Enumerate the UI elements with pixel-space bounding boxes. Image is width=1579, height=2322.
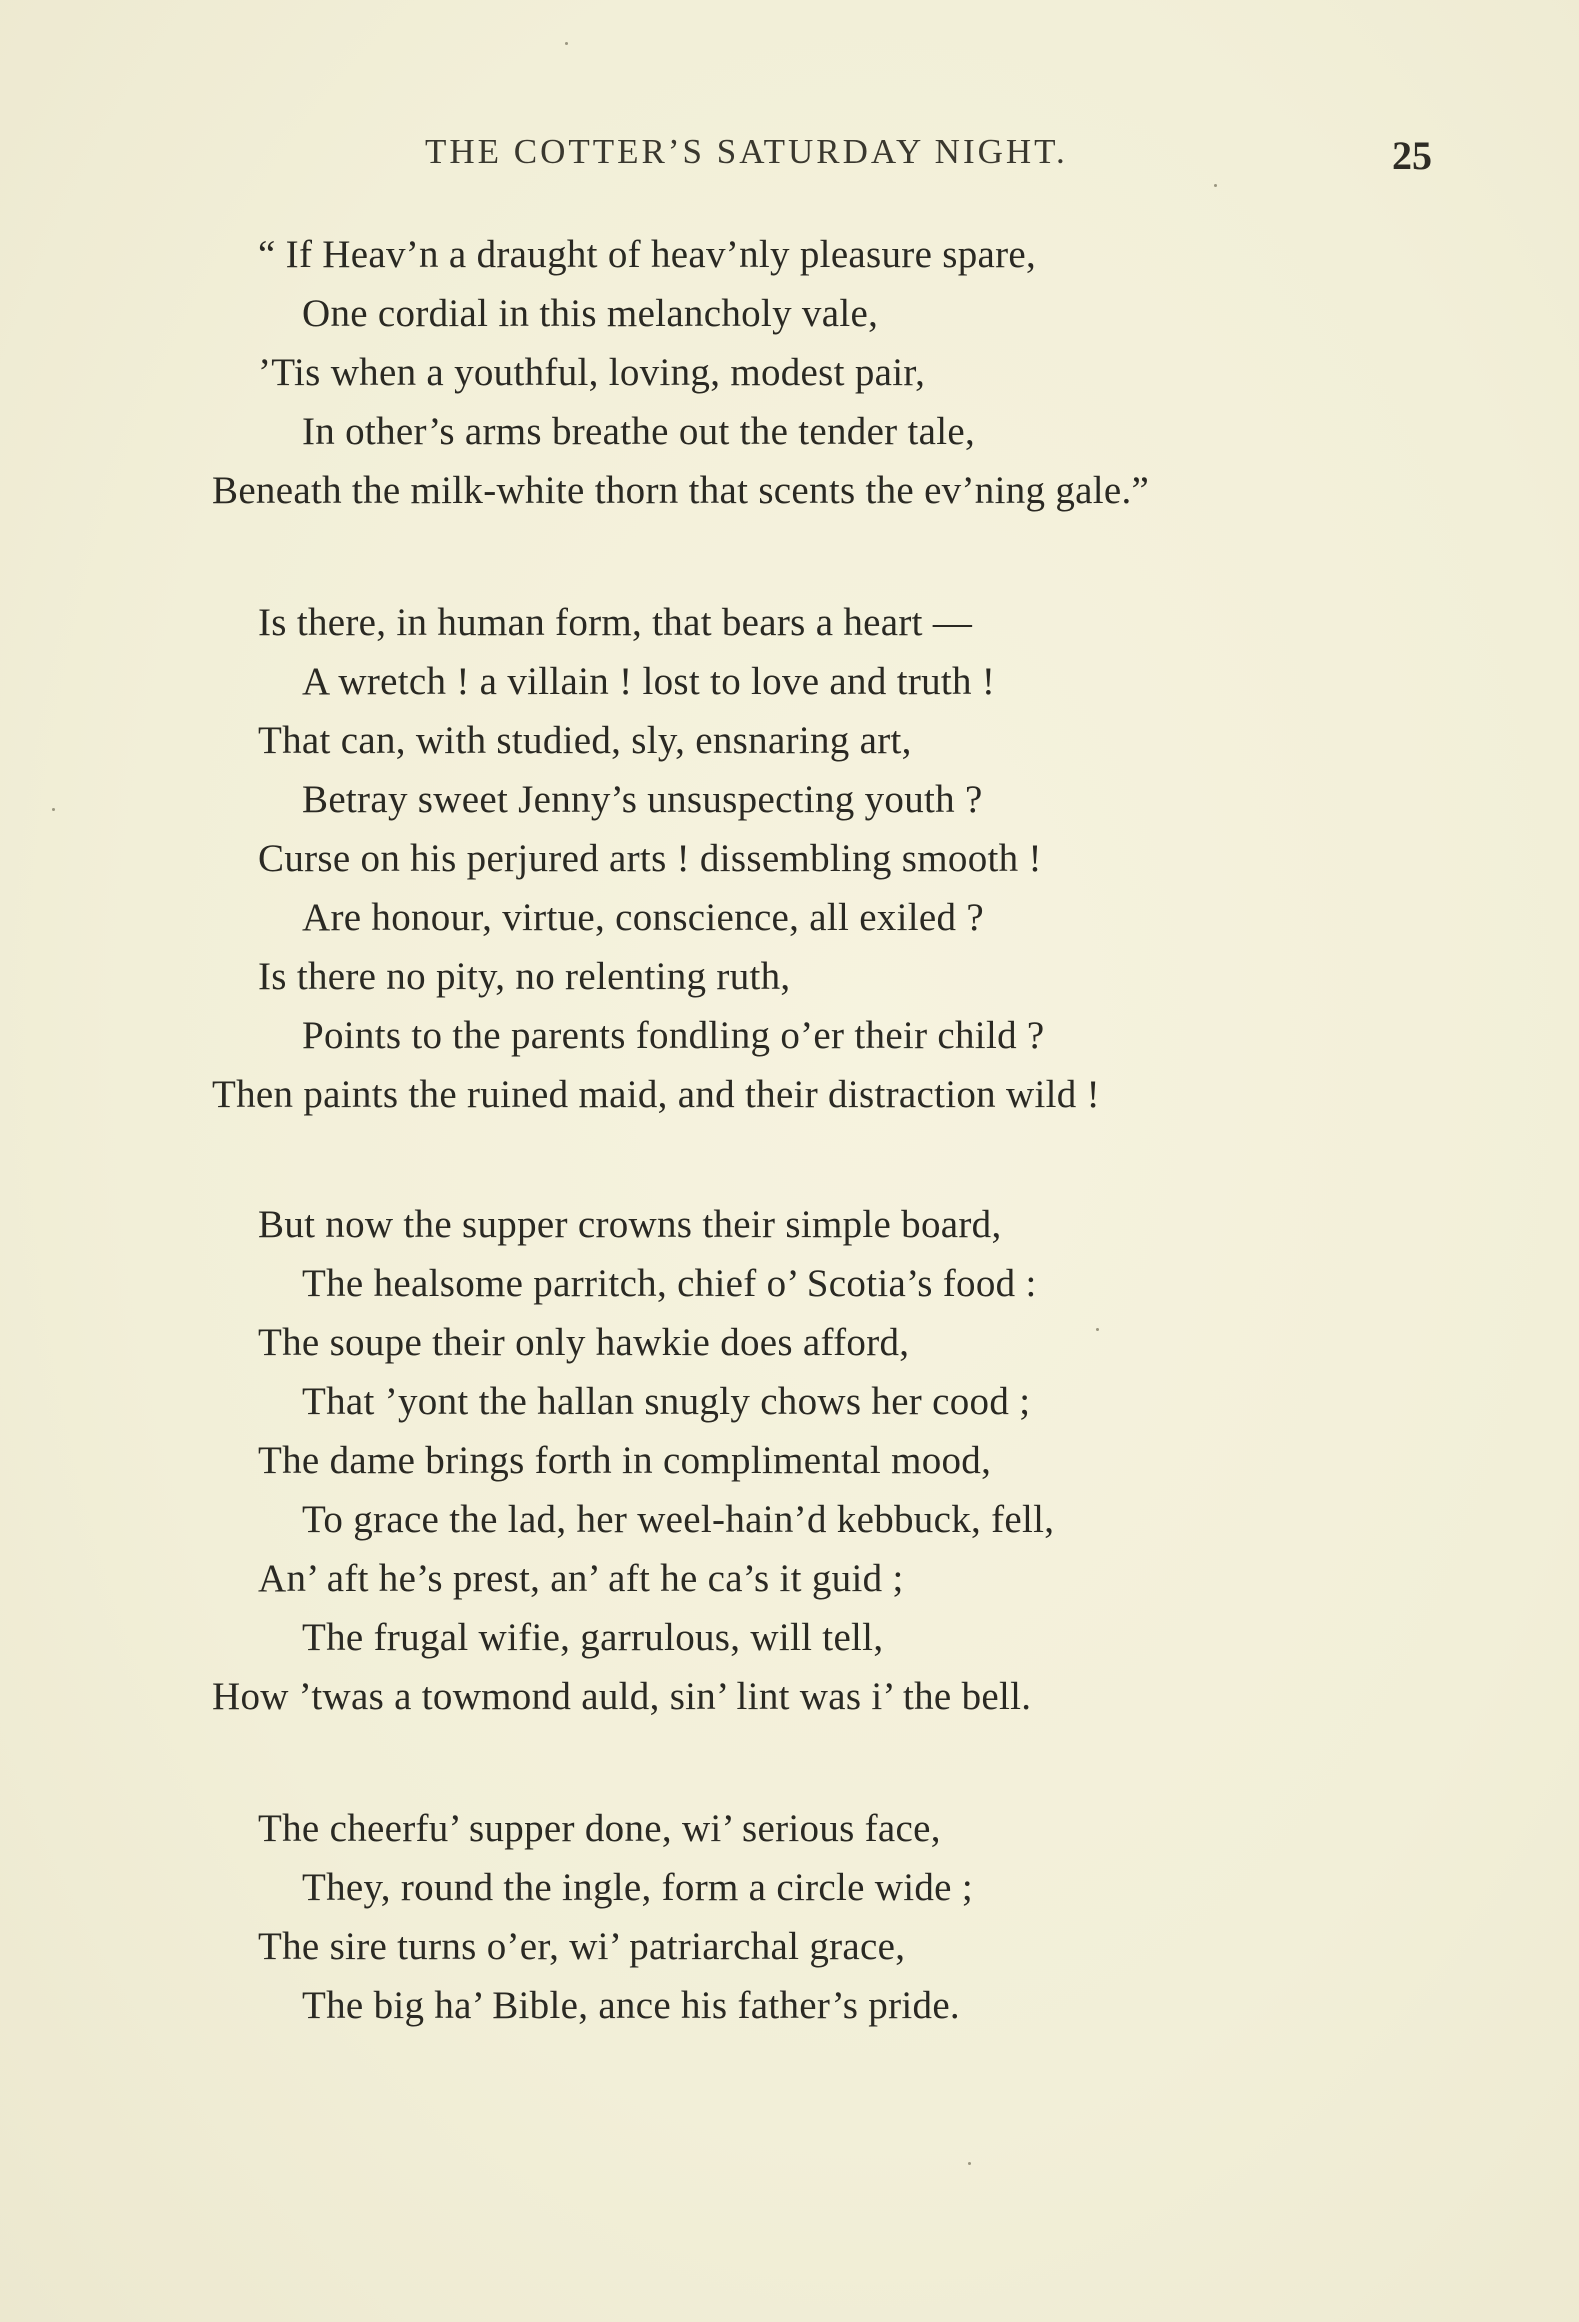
poem-line: Are honour, virtue, conscience, all exiled ? (302, 896, 984, 939)
paper-speck (52, 808, 55, 811)
poem-line: The healsome parritch, chief o’ Scotia’s food : (302, 1262, 1037, 1305)
poem-line: But now the supper crowns their simple board, (258, 1203, 1002, 1246)
poem-line: The cheerfu’ supper done, wi’ serious face, (258, 1807, 941, 1850)
running-head (0, 132, 1579, 182)
poem-line: One cordial in this melancholy vale, (302, 292, 879, 335)
poem-line: Is there no pity, no relenting ruth, (258, 955, 791, 998)
poem-line: Is there, in human form, that bears a heart — (258, 601, 973, 644)
paper-speck (565, 42, 568, 45)
poem-line: That ’yont the hallan snugly chows her cood ; (302, 1380, 1031, 1423)
poem-line: The big ha’ Bible, ance his father’s pride. (302, 1984, 960, 2027)
poem-line: In other’s arms breathe out the tender tale, (302, 410, 976, 453)
page-number: 25 (1392, 133, 1432, 178)
poem-line: Then paints the ruined maid, and their distraction wild ! (212, 1073, 1100, 1116)
poem-line: The soupe their only hawkie does afford, (258, 1321, 910, 1364)
poem-line: A wretch ! a villain ! lost to love and truth ! (302, 660, 996, 703)
running-title: THE COTTER’S SATURDAY NIGHT. (425, 132, 1068, 171)
poem-line: Beneath the milk-white thorn that scents the ev’ning gale.” (212, 469, 1150, 512)
poem-line: They, round the ingle, form a circle wide ; (302, 1866, 973, 1909)
poem-line: “ If Heav’n a draught of heav’nly pleasure spare, (258, 233, 1037, 276)
poem-line: The dame brings forth in complimental mood, (258, 1439, 992, 1482)
paper-speck (1096, 1328, 1099, 1331)
paper-speck (968, 2162, 971, 2165)
poem-line: How ’twas a towmond auld, sin’ lint was i’ the bell. (212, 1675, 1032, 1718)
poem-line: ’Tis when a youthful, loving, modest pair, (258, 351, 926, 394)
poem-line: Points to the parents fondling o’er their child ? (302, 1014, 1045, 1057)
poem-line: Curse on his perjured arts ! dissembling smooth ! (258, 837, 1042, 880)
poem-line: Betray sweet Jenny’s unsuspecting youth ? (302, 778, 983, 821)
poem-line: The frugal wifie, garrulous, will tell, (302, 1616, 884, 1659)
poem-line: The sire turns o’er, wi’ patriarchal grace, (258, 1925, 906, 1968)
poem-line: An’ aft he’s prest, an’ aft he ca’s it guid ; (258, 1557, 904, 1600)
paper-speck (1214, 184, 1217, 187)
poem-line: To grace the lad, her weel-hain’d kebbuck, fell, (302, 1498, 1055, 1541)
poem-line: That can, with studied, sly, ensnaring art, (258, 719, 912, 762)
